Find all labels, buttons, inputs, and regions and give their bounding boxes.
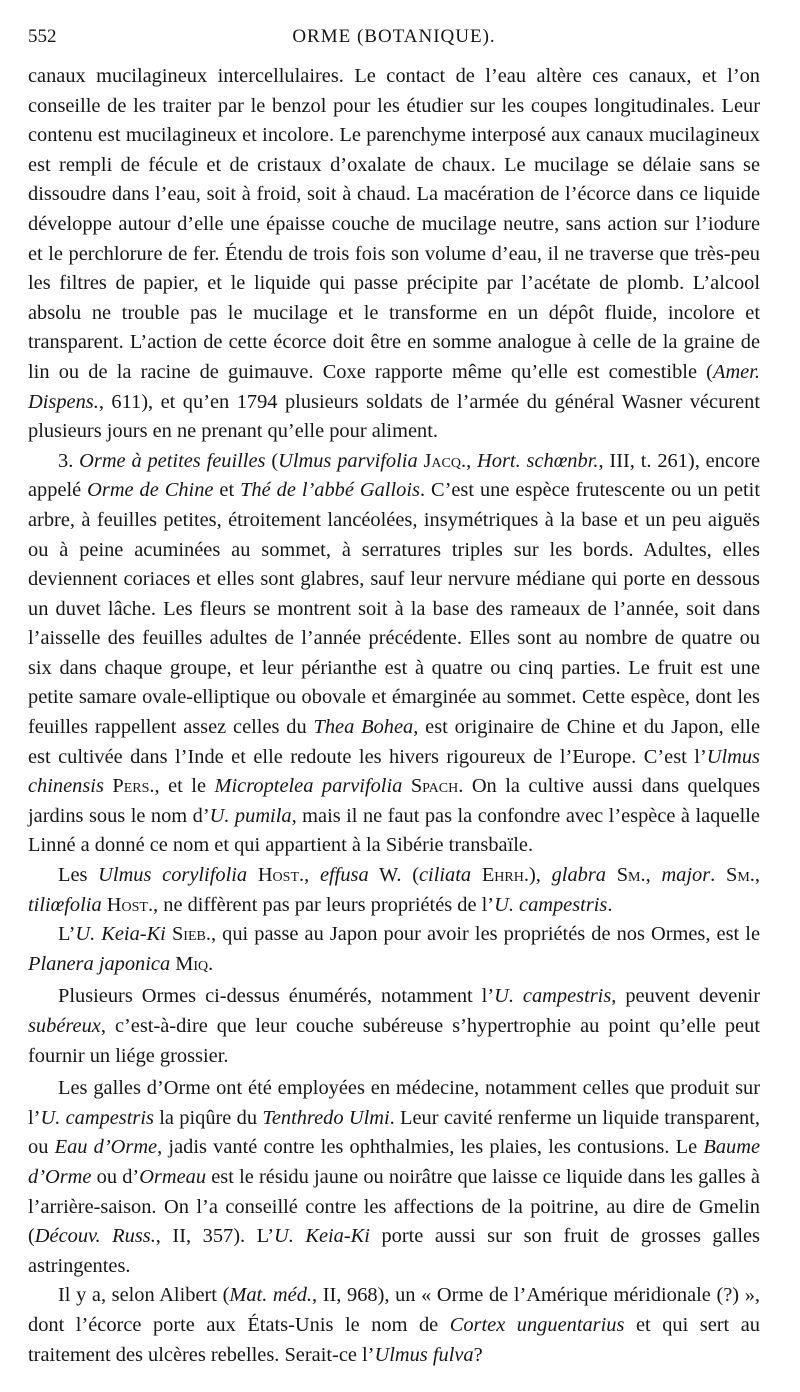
text-run: et bbox=[213, 479, 241, 502]
text-run bbox=[247, 864, 258, 886]
text-run: , III, t. 261), encore appelé bbox=[28, 449, 761, 502]
text-run: , II, 968), un « Orme de l’Amérique méridionale (?) », dont l’écorce porte aux États-Unis le nom de bbox=[28, 1284, 760, 1336]
italic-text: Eau d’Orme bbox=[54, 1136, 158, 1159]
text-run: . C’est une espèce frutescente ou un petit arbre, à feuilles petites, étroitement lancéolées, insymétriques à la base et un peu aiguës ou à peine acuminées au sommet, à serratures triples sur les bords. Adultes, elles deviennent coriaces et elles sont glabres, sauf leur nervure médiane qui porte en dessous un duvet lâche. Les fleurs se montrent soit à la base des rameaux de l’année, soit dans l’aisselle des feuilles adultes de l’année précédente. Elles sont au nombre de quatre ou six dans chaque groupe, et leur périanthe est à quatre ou cinq parties. Le fruit est une petite samare ovale-elliptique ou obovale et émarginée au sommet. Cette espèce, dont les feuilles rappellent assez celles du bbox=[28, 479, 760, 739]
text-run: Plusieurs Ormes ci-dessus énumérés, notamment l’ bbox=[58, 985, 495, 1008]
italic-text: U. Keia-Ki bbox=[75, 923, 166, 946]
author-abbrev: Host. bbox=[106, 893, 154, 916]
text-run: , jadis vanté contre les ophthalmies, les plaies, les contusions. Le bbox=[157, 1136, 704, 1159]
text-run: , et le bbox=[154, 775, 215, 798]
author-abbrev: Sm. bbox=[725, 864, 755, 887]
text-run: Les bbox=[58, 864, 99, 887]
italic-text: U. campestris bbox=[494, 893, 608, 916]
italic-text: Ulmus parvifolia bbox=[278, 449, 418, 472]
text-run: Il y a, selon Alibert ( bbox=[58, 1284, 230, 1307]
italic-text: Découv. Russ. bbox=[34, 1225, 156, 1248]
italic-text: major bbox=[661, 864, 711, 887]
text-run: 3. bbox=[58, 449, 80, 472]
italic-text: subéreux bbox=[28, 1015, 101, 1037]
italic-text: Planera japonica bbox=[28, 952, 171, 975]
italic-text: Baume d’Orme bbox=[28, 1136, 760, 1188]
text-run: est le résidu jaune ou noirâtre que laisse ce liquide dans les galles à l’arrière-saison. On l’a conseillé contre les affections de la poitrine, au dire de Gmelin ( bbox=[28, 1165, 760, 1248]
italic-text: Hort. schœnbr. bbox=[477, 449, 599, 472]
paragraph bbox=[28, 447, 760, 861]
text-run: , 611), et qu’en 1794 plusieurs soldats de l’armée du général Wasner vécurent plusieurs jours en ne prenant qu’elle pour aliment. bbox=[28, 390, 760, 443]
text-run: . Leur cavité renferme un liquide transparent, ou bbox=[28, 1106, 760, 1159]
italic-text: Thea Bohea bbox=[313, 716, 414, 739]
text-run: On la cultive aussi dans quelques jardins sous le nom d’ bbox=[28, 775, 761, 827]
italic-text: effusa bbox=[319, 864, 369, 887]
text-run: , bbox=[754, 864, 760, 887]
text-run: L’ bbox=[58, 923, 76, 946]
text-run: canaux mucilagineux intercellulaires. Le contact de l’eau altère ces canaux, et l’on conseille de les traiter par le benzol pour les étudier sur les coupes longitudinales. Leur contenu est mucilagineux et incolore. Le parenchyme interposé aux canaux mucilagineux est rempli de fécule et de cristaux d’oxalate de chaux. Le mucilage se délaie sans se dissoudre dans l’eau, soit à froid, soit à chaud. La macération de l’écorce dans ce liquide développe autour d’elle une épaisse couche de mucilage neutre, sans action sur l’iodure et le perchlorure de fer. Étendu de trois fois son volume d’eau, il ne traverse que très-peu les filtres de papier, et le liquide qui passe précipite par l’acétate de plomb. L’alcool absolu ne trouble pas le mucilage et le transforme en un dépôt fluide, incolore et transparent. L’action de cette écorce doit être en somme analogue à celle de la graine de lin ou de la racine de guimauve. Coxe rapporte même qu’elle est comestible ( bbox=[28, 65, 760, 383]
author-abbrev: Sieb. bbox=[171, 923, 211, 946]
paragraph bbox=[28, 62, 760, 447]
paragraph bbox=[28, 861, 760, 920]
author-abbrev: Pers. bbox=[112, 775, 155, 798]
italic-text: Orme de Chine bbox=[87, 479, 214, 502]
body-text bbox=[28, 62, 760, 1370]
italic-text: glabra bbox=[551, 864, 606, 887]
page-header bbox=[28, 26, 760, 62]
italic-text: U. campestris bbox=[40, 1106, 154, 1129]
text-run: ou d’ bbox=[91, 1165, 140, 1188]
italic-text: U. Keia-Ki bbox=[274, 1225, 370, 1248]
text-run: , II, 357). L’ bbox=[155, 1225, 274, 1248]
paragraph bbox=[28, 920, 760, 979]
text-run bbox=[471, 864, 482, 886]
running-title: ORME (BOTANIQUE). bbox=[292, 26, 496, 47]
text-run: . bbox=[710, 864, 726, 887]
italic-text: U. pumila bbox=[209, 804, 292, 827]
italic-text: Microptelea parvifolia bbox=[214, 775, 403, 798]
text-run: ), bbox=[528, 864, 552, 887]
italic-text: Ormeau bbox=[139, 1165, 207, 1188]
author-abbrev: Host. bbox=[257, 864, 305, 887]
italic-text: Amer. Dispens. bbox=[28, 360, 760, 413]
text-run: , qui passe au Japon pour avoir les propriétés de nos Ormes, est le bbox=[210, 923, 760, 946]
text-run: , peuvent devenir bbox=[611, 985, 761, 1008]
italic-text: ciliata bbox=[419, 864, 472, 887]
italic-text: Cortex unguentarius bbox=[449, 1313, 625, 1336]
italic-text: tiliœfolia bbox=[28, 893, 102, 916]
text-run: , est originaire de Chine et du Japon, elle est cultivée dans l’Inde et elle redoute les hivers rigoureux de l’Europe. C’est l’ bbox=[28, 716, 760, 768]
paragraph bbox=[28, 982, 760, 1071]
italic-text: U. campestris bbox=[494, 985, 612, 1008]
italic-text: Mat. méd. bbox=[229, 1284, 312, 1307]
italic-text: Ulmus fulva bbox=[374, 1343, 474, 1366]
author-abbrev: Spach. bbox=[410, 775, 464, 798]
text-run: porte aussi sur son fruit de grosses galles astringentes. bbox=[28, 1225, 760, 1277]
text-run: , bbox=[466, 449, 478, 472]
text-run: , bbox=[304, 864, 320, 887]
italic-text: Orme à petites feuilles bbox=[79, 449, 266, 472]
text-run: , c’est-à-dire que leur couche subéreuse s’hypertrophie au point qu’elle peut fournir un liége grossier. bbox=[28, 1015, 760, 1067]
text-run: , mais il ne faut pas la confondre avec l’espèce à laquelle Linné a donné ce nom et qui appartient à la Sibérie transbaïle. bbox=[28, 804, 760, 857]
text-run bbox=[606, 864, 617, 886]
text-run: ? bbox=[473, 1343, 483, 1366]
author-abbrev: Sm. bbox=[616, 864, 646, 887]
text-run: W. ( bbox=[368, 864, 419, 887]
text-run: la piqûre du bbox=[153, 1106, 263, 1129]
paragraph bbox=[28, 1074, 760, 1281]
text-run bbox=[402, 775, 411, 797]
author-abbrev: Miq. bbox=[175, 952, 214, 975]
italic-text: Thé de l’abbé Gallois bbox=[240, 479, 420, 502]
text-run: . bbox=[607, 893, 613, 916]
italic-text: Ulmus chinensis bbox=[28, 745, 760, 798]
italic-text: Tenthredo Ulmi bbox=[262, 1106, 390, 1129]
paragraph bbox=[28, 1281, 760, 1370]
text-run: , bbox=[645, 864, 662, 887]
text-run: , ne diffèrent pas par leurs propriétés de l’ bbox=[153, 893, 495, 916]
author-abbrev: Ehrh. bbox=[481, 864, 529, 887]
page-number: 552 bbox=[28, 26, 57, 47]
text-run: et qui sert au traitement des ulcères rebelles. Serait-ce l’ bbox=[28, 1313, 760, 1366]
italic-text: Ulmus corylifolia bbox=[98, 864, 248, 887]
text-run: Les galles d’Orme ont été employées en médecine, notamment celles que produit sur l’ bbox=[28, 1077, 760, 1129]
author-abbrev: Jacq. bbox=[423, 449, 467, 472]
text-run: ( bbox=[265, 449, 279, 472]
